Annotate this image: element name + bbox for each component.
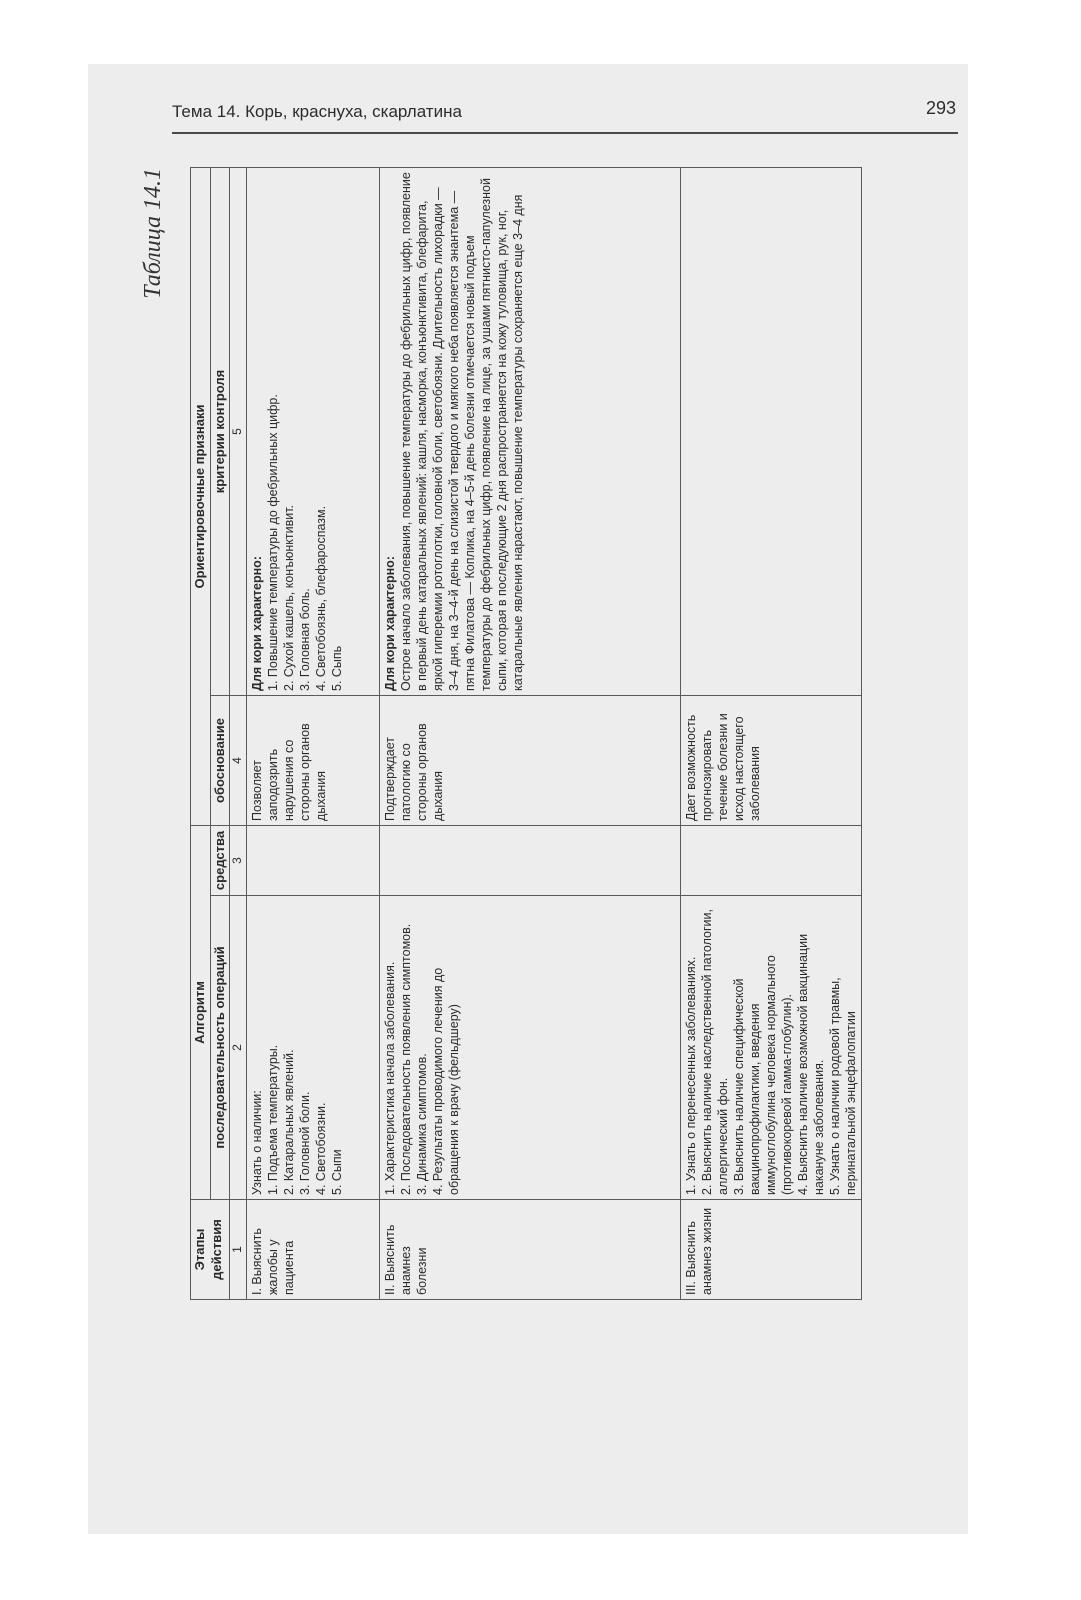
list-item: 4. Результаты проводимого лечения до обращения к врачу (фельдшеру) [430, 967, 461, 1195]
means-cell [379, 826, 680, 896]
list-item: 5. Сыпи [329, 1149, 344, 1195]
header-row-1 [191, 167, 211, 1299]
list-item: 1. Повышение температуры до фебрильных цифр. [265, 394, 280, 691]
operations-intro: Узнать о наличии: [249, 1090, 264, 1195]
header-justification: обоснование [210, 696, 230, 826]
criteria-text: Острое начало заболевания, повышение температуры до фебрильных цифр, появление в первый день катаральных явлений: кашля, насморка, конъюнктивита, блефарита, яркой гиперемии ротоглотки, головной боли, светобоязни. Длительность лихорадки — 3–4 дня, на 3–4-й день на слизистой твердого и мягкого неба появляется энантема — пятна Филатова — Коплика, на 4–5-й день болезни отмечается новый подъем температуры до фебрильных цифр, появление на лице, за ушами пятнисто-папулезной сыпи, которая в последующие 2 дня распространяется на кожу туловища, рук, ног, катаральные явления нарастают, повышение температуры сохраняется еще 3–4 дня [398, 172, 525, 691]
chapter-title: Тема 14. Корь, краснуха, скарлатина [172, 102, 462, 121]
algorithm-table [190, 167, 862, 1300]
list-item: 4. Выяснить наличие возможной вакцинации накануне заболевания. [795, 933, 826, 1195]
page-number: 293 [925, 98, 956, 118]
column-number: 2 [230, 896, 246, 1200]
rotated-table-block [140, 168, 858, 1300]
operations-list [683, 900, 859, 1195]
header-criteria: критерии контроля [210, 167, 230, 695]
header-stages: Этапы действия [191, 1200, 230, 1300]
criteria-list [265, 172, 345, 691]
header-algorithm: Алгоритм [191, 826, 211, 1200]
header-row-2 [210, 167, 230, 1299]
operations-cell [680, 896, 861, 1200]
column-number-row [230, 167, 246, 1299]
list-item: 3. Головной боли. [297, 1091, 312, 1195]
column-number: 5 [230, 167, 246, 695]
criteria-cell [379, 167, 680, 695]
justification-cell: Подтверждает патологию со стороны органов дыхания [379, 696, 680, 826]
column-number: 4 [230, 696, 246, 826]
justification-cell: Позволяет заподозрить нарушения со стороны органов дыхания [246, 696, 379, 826]
operations-cell [379, 896, 680, 1200]
operations-cell [246, 896, 379, 1200]
list-item: 2. Выяснить наличие наследственной патологии, аллергический фон. [699, 909, 730, 1195]
list-item: 2. Катаральных явлений. [281, 1049, 296, 1195]
means-cell [246, 826, 379, 896]
header-sequence: последовательность операций [210, 896, 230, 1200]
running-header [172, 98, 958, 134]
operations-list [382, 900, 462, 1195]
table-row [680, 167, 861, 1299]
list-item: 4. Светобоязни. [313, 1102, 328, 1195]
column-number: 1 [230, 1200, 246, 1300]
table-row [379, 167, 680, 1299]
list-item: 2. Сухой кашель, конъюнктивит. [281, 504, 296, 691]
criteria-cell [246, 167, 379, 695]
operations-list [265, 900, 345, 1195]
criteria-cell [680, 167, 861, 695]
list-item: 5. Сыпь [329, 645, 344, 691]
list-item: 5. Узнать о наличии родовой травмы, перинатальной энцефалопатии [827, 977, 858, 1195]
list-item: 1. Узнать о перенесенных заболеваниях. [683, 956, 698, 1195]
list-item: 2. Последовательность появления симптомов. [398, 923, 413, 1195]
list-item: 1. Подъема температуры. [265, 1044, 280, 1195]
column-number: 3 [230, 826, 246, 896]
list-item: 1. Характеристика начала заболевания. [382, 961, 397, 1195]
means-cell [680, 826, 861, 896]
header-means: средства [210, 826, 230, 896]
criteria-title: Для кори характерно: [382, 556, 397, 691]
list-item: 3. Динамика симптомов. [414, 1053, 429, 1195]
stage-cell: I. Выяснить жалобы у пациента [246, 1200, 379, 1300]
list-item: 3. Головная боль. [297, 588, 312, 691]
criteria-title: Для кори характерно: [249, 556, 264, 691]
stage-cell: II. Выяснить анамнез болезни [379, 1200, 680, 1300]
stage-cell: III. Выяснить анамнез жизни [680, 1200, 861, 1300]
table-caption: Таблица 14.1 [140, 168, 166, 299]
justification-cell: Дает возможность прогнозировать течение болезни и исход настоящего заболевания [680, 696, 861, 826]
list-item: 4. Светобоязнь, блефароспазм. [313, 505, 328, 691]
table-row [246, 167, 379, 1299]
list-item: 3. Выяснить наличие специфической вакцинопрофилактики, введения иммуноглобулина человека нормального (противокоревой гамма-глобулин). [731, 955, 794, 1195]
header-signs: Ориентировочные признаки [191, 167, 211, 825]
